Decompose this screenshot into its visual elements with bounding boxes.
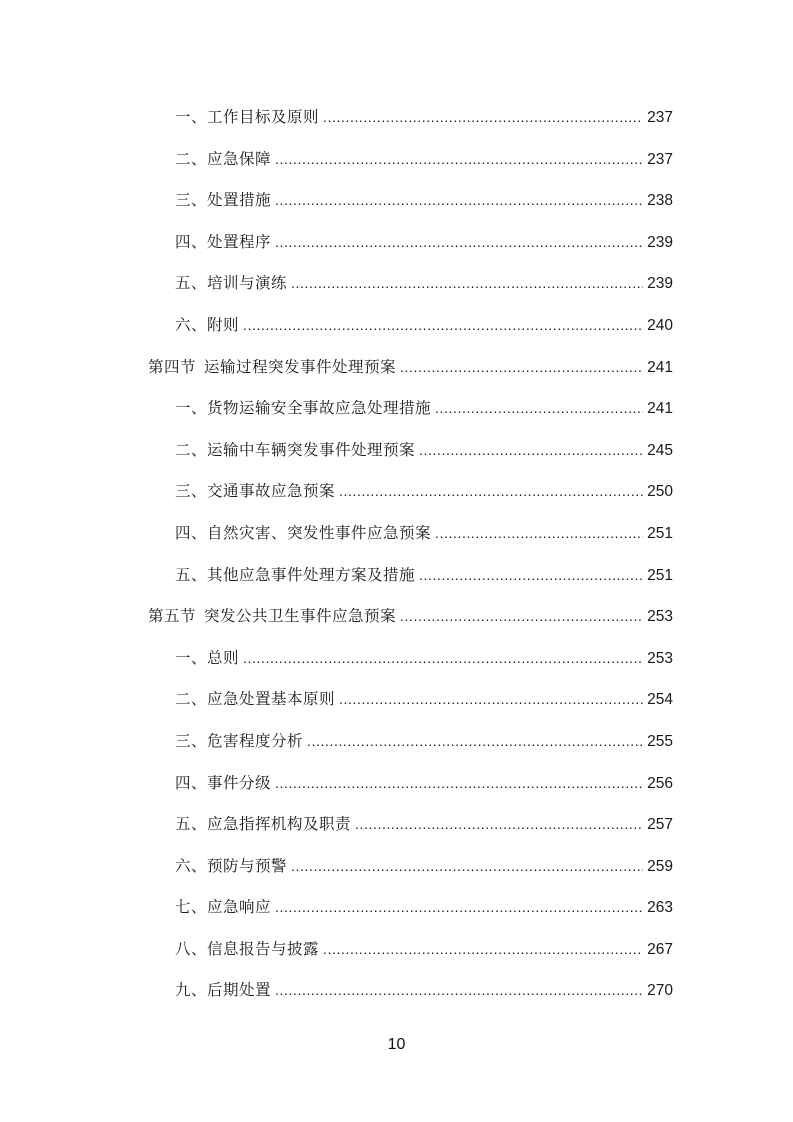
toc-entry-page: 254	[647, 691, 673, 709]
toc-entry-title: 三、危害程度分析	[175, 731, 304, 750]
toc-entry-page: 239	[647, 233, 673, 251]
toc-dot-leader	[435, 395, 643, 421]
toc-entry-page: 259	[647, 857, 673, 875]
toc-entry-page: 256	[647, 774, 673, 792]
toc-entry-title: 四、事件分级	[175, 773, 272, 792]
toc-entry-page: 241	[647, 358, 673, 376]
toc-entry[interactable]	[0, 312, 793, 354]
toc-entry-title: 二、运输中车辆突发事件处理预案	[175, 440, 416, 459]
toc-section-label: 突发公共卫生事件应急预案	[204, 607, 397, 626]
toc-entry-title: 三、交通事故应急预案	[175, 482, 336, 501]
toc-entry-page: 245	[647, 441, 673, 459]
toc-entry-page: 237	[647, 150, 673, 168]
toc-entry[interactable]	[0, 770, 793, 812]
toc-dot-leader	[339, 478, 643, 504]
toc-entry-title: 九、后期处置	[175, 981, 272, 1000]
toc-dot-leader	[275, 894, 643, 920]
toc-entry[interactable]	[0, 270, 793, 312]
toc-entry-title: 六、附则	[175, 315, 240, 334]
toc-entry[interactable]	[0, 146, 793, 188]
toc-dot-leader	[243, 312, 643, 338]
toc-entry[interactable]	[0, 936, 793, 978]
toc-entry[interactable]	[0, 437, 793, 479]
toc-entry-page: 263	[647, 899, 673, 917]
toc-entry[interactable]	[0, 853, 793, 895]
toc-entry-title: 五、其他应急事件处理方案及措施	[175, 565, 416, 584]
toc-entry-title: 七、应急响应	[175, 898, 272, 917]
toc-entry[interactable]	[0, 520, 793, 562]
toc-section-number: 第四节	[148, 357, 197, 376]
toc-dot-leader	[291, 853, 643, 879]
toc-entry-page: 251	[647, 524, 673, 542]
toc-dot-leader	[355, 811, 643, 837]
toc-section-entry[interactable]	[0, 354, 793, 396]
toc-dot-leader	[275, 770, 643, 796]
toc-dot-leader	[275, 146, 643, 172]
toc-dot-leader	[275, 187, 643, 213]
toc-entry-title: 一、工作目标及原则	[175, 108, 320, 126]
toc-entry-title: 二、应急处置基本原则	[175, 690, 336, 709]
toc-entry[interactable]	[0, 395, 793, 437]
toc-entry[interactable]	[0, 187, 793, 229]
toc-dot-leader	[435, 520, 643, 546]
toc-entry[interactable]	[0, 478, 793, 520]
toc-entry[interactable]	[0, 562, 793, 604]
toc-section-entry[interactable]	[0, 603, 793, 645]
toc-entry-title: 三、处置措施	[175, 191, 272, 210]
toc-entry-title: 六、预防与预警	[175, 856, 288, 875]
toc-section-title	[148, 354, 396, 380]
toc-dot-leader	[275, 977, 643, 1003]
toc-entry-title: 八、信息报告与披露	[175, 939, 320, 958]
toc-dot-leader	[419, 562, 643, 588]
toc-entry[interactable]	[0, 728, 793, 770]
page-number: 10	[387, 1036, 406, 1053]
toc-entry-title: 一、总则	[175, 648, 240, 667]
toc-dot-leader	[323, 104, 643, 130]
toc-entry[interactable]	[0, 645, 793, 687]
toc-entry-title: 四、自然灾害、突发性事件应急预案	[175, 523, 432, 542]
toc-entry[interactable]	[0, 894, 793, 936]
toc-entry[interactable]	[0, 104, 793, 146]
toc-entry-page: 270	[647, 982, 673, 1000]
toc-entry[interactable]	[0, 977, 793, 1019]
toc-dot-leader	[275, 229, 643, 255]
table-of-contents	[0, 104, 793, 1019]
toc-entry-page: 240	[647, 316, 673, 334]
toc-entry-title: 四、处置程序	[175, 232, 272, 251]
toc-entry-page: 251	[647, 566, 673, 584]
toc-dot-leader	[307, 728, 643, 754]
toc-dot-leader	[419, 437, 643, 463]
toc-entry-page: 239	[647, 275, 673, 293]
toc-entry[interactable]	[0, 229, 793, 271]
toc-entry-page: 241	[647, 400, 673, 418]
toc-entry-page: 257	[647, 816, 673, 834]
toc-dot-leader	[243, 645, 643, 671]
toc-section-title	[148, 603, 396, 629]
toc-entry-title: 二、应急保障	[175, 149, 272, 168]
toc-entry-page: 250	[647, 483, 673, 501]
toc-entry-page: 267	[647, 940, 673, 958]
toc-entry-page: 238	[647, 192, 673, 210]
toc-entry-title: 一、货物运输安全事故应急处理措施	[175, 399, 432, 418]
toc-entry-page: 255	[647, 732, 673, 750]
toc-entry-page: 253	[647, 649, 673, 667]
toc-section-label: 运输过程突发事件处理预案	[204, 357, 397, 376]
toc-dot-leader	[400, 603, 643, 629]
toc-dot-leader	[400, 354, 643, 380]
toc-entry-page: 253	[647, 608, 673, 626]
toc-dot-leader	[339, 686, 643, 712]
toc-dot-leader	[291, 270, 643, 296]
toc-section-number: 第五节	[148, 607, 197, 626]
toc-entry[interactable]	[0, 686, 793, 728]
toc-dot-leader	[323, 936, 643, 962]
toc-entry-title: 五、培训与演练	[175, 274, 288, 293]
toc-entry[interactable]	[0, 811, 793, 853]
toc-entry-page: 237	[647, 109, 673, 126]
toc-entry-title: 五、应急指挥机构及职责	[175, 815, 352, 834]
